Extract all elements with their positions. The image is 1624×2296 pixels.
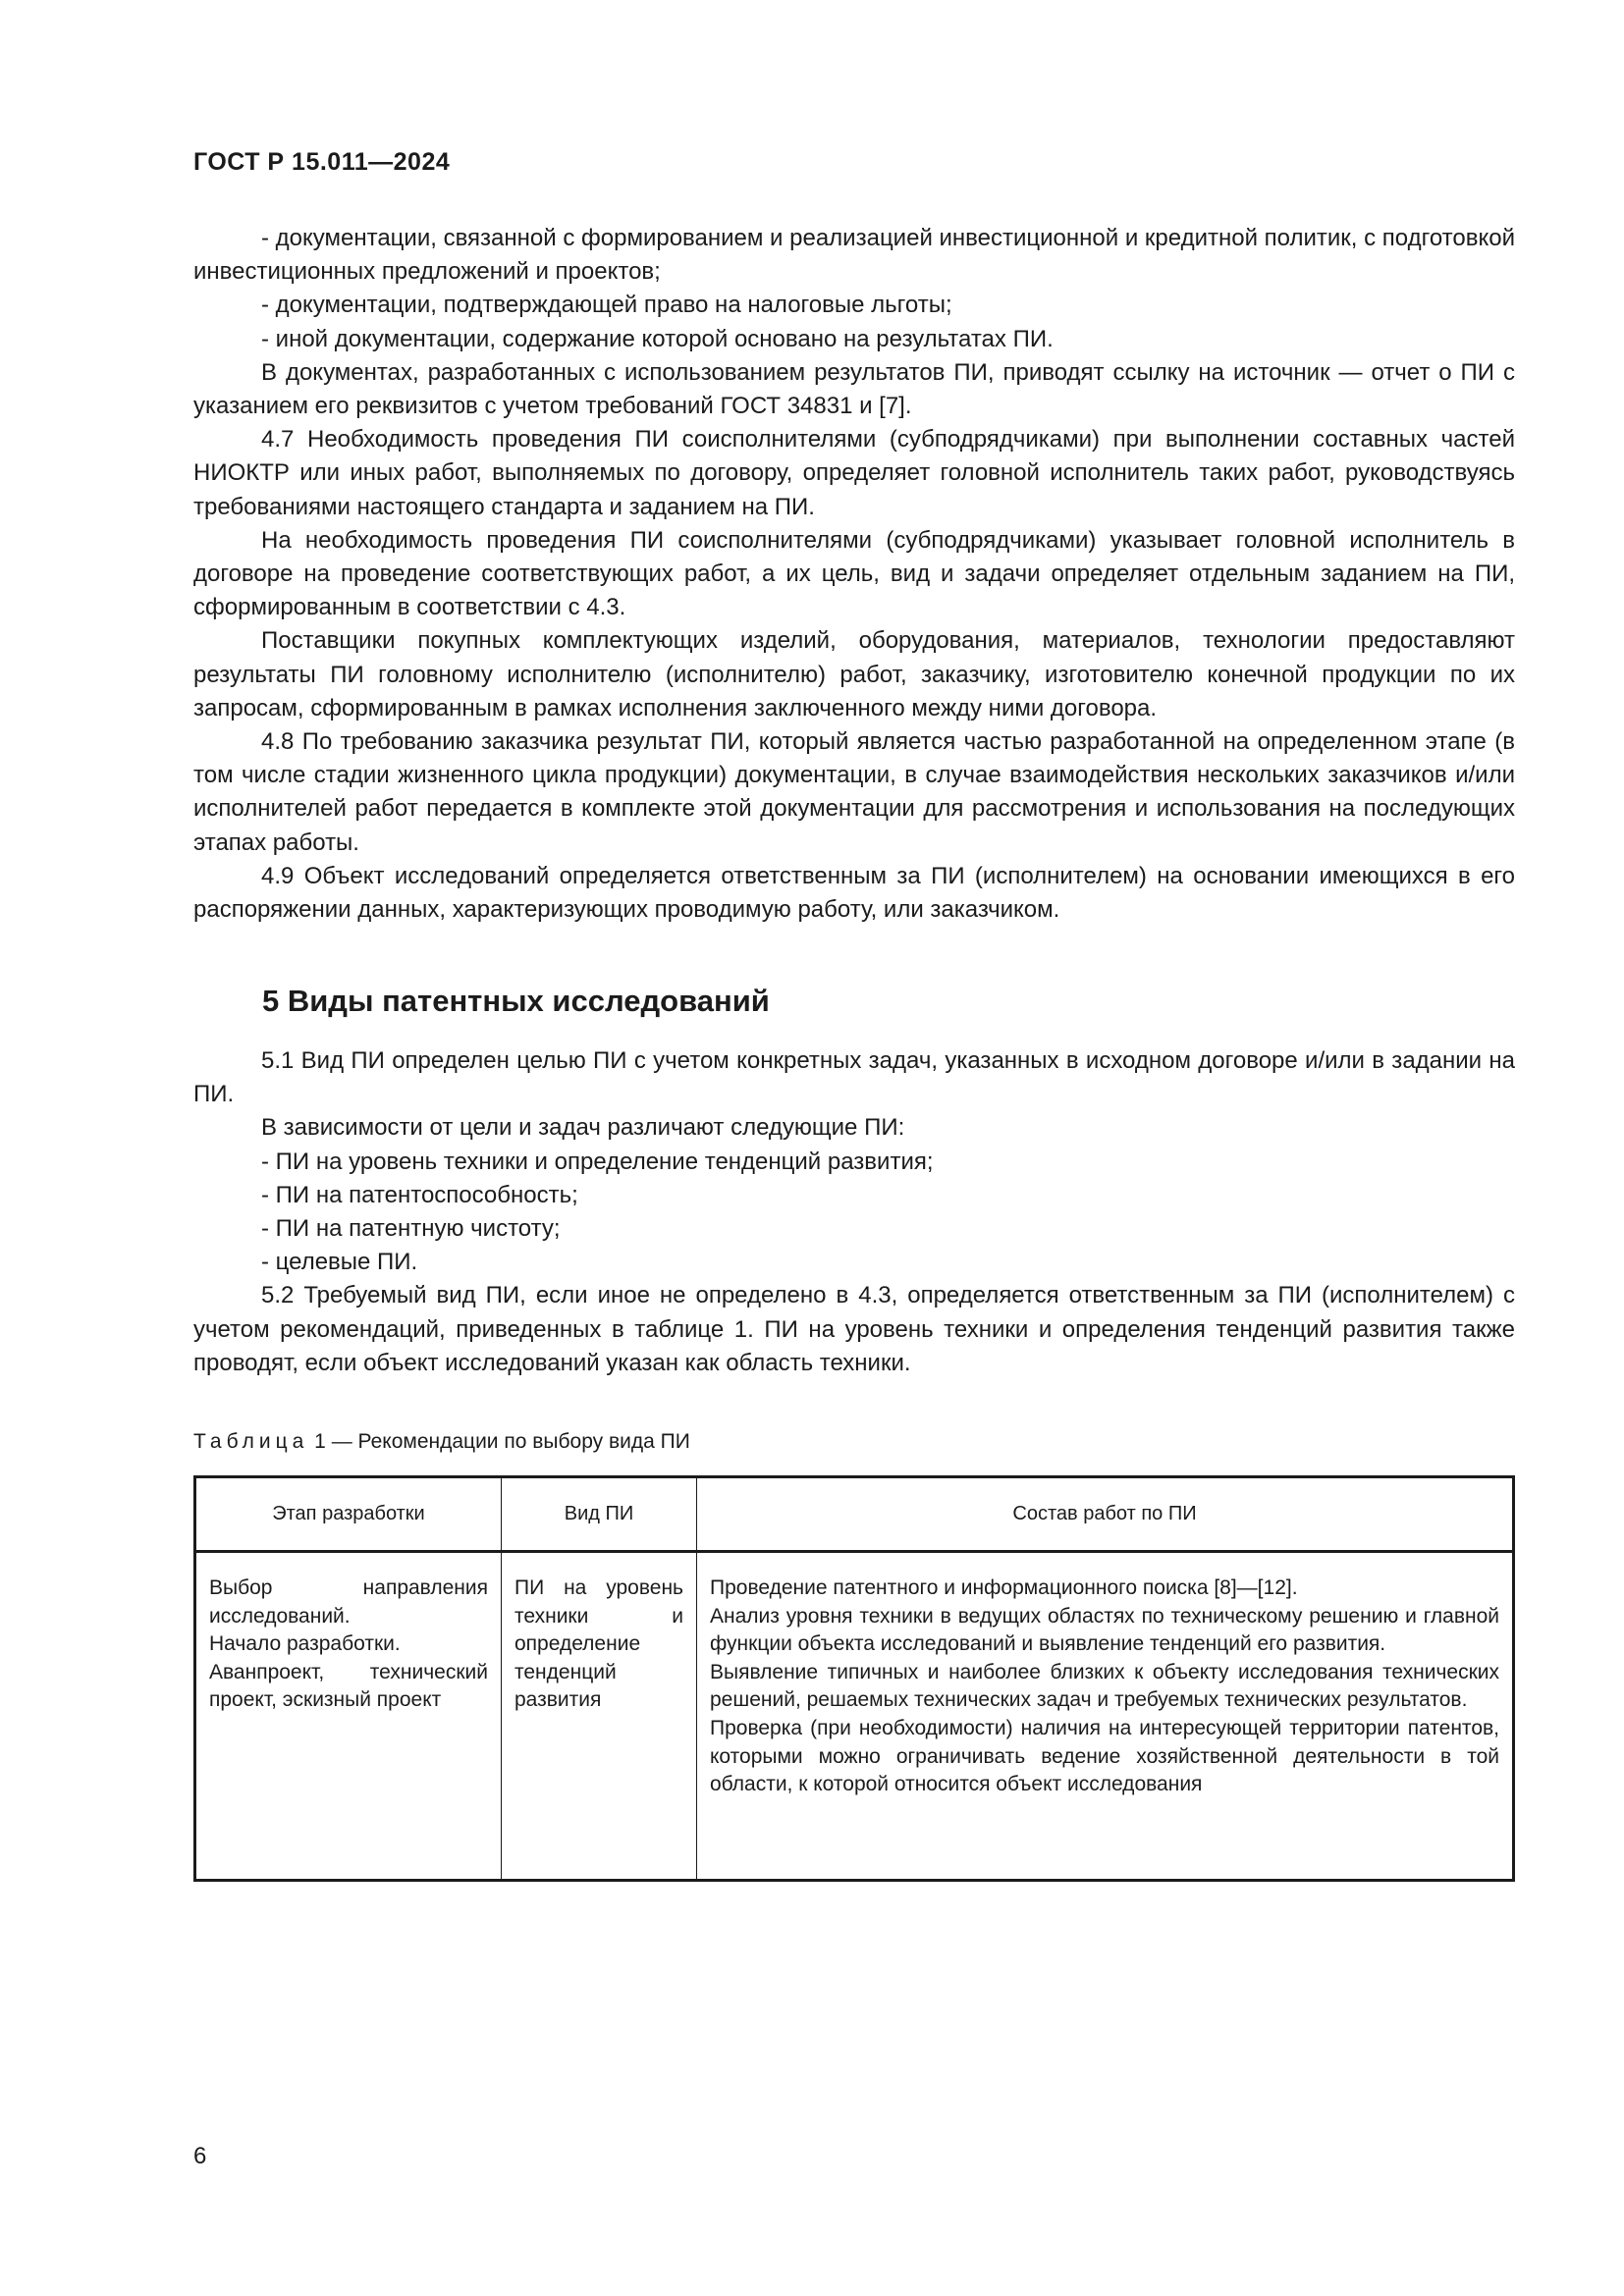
paragraph: 5.2 Требуемый вид ПИ, если иное не определено в 4.3, определяется ответственным за ПИ (исполнителем) с учетом рекомендаций, приведенных в таблице 1. ПИ на уровень техники и определения тенденций развития также проводят, если объект исследований указан как область техники.: [193, 1282, 1515, 1376]
cell-line: Проведение патентного и информационного поиска [8]—[12].: [710, 1576, 1298, 1599]
cell-line: Выявление типичных и наиболее близких к объекту исследования технических решений, решаемых технических задач и требуемых технических результатов.: [710, 1660, 1499, 1712]
cell-line: ПИ на уровень техники и определение тенденций развития: [514, 1576, 683, 1712]
paragraph: - документации, подтверждающей право на налоговые льготы;: [261, 292, 952, 319]
paragraph: 4.8 По требованию заказчика результат ПИ, который является частью разработанной на определенном этапе (в том числе стадии жизненного цикла продукции) документации, в случае взаимодействия нескольких заказчиков и/или исполнителей работ передается в комплекте этой документации для рассмотрения и использования на последующих этапах работы.: [193, 728, 1515, 856]
table-caption: [193, 1430, 690, 1454]
document-header: ГОСТ Р 15.011—2024: [193, 148, 451, 176]
body-text: [193, 222, 1515, 927]
cell-line: Начало разработки.: [209, 1632, 401, 1656]
table-caption-text: 1 — Рекомендации по выбору вида ПИ: [308, 1430, 690, 1453]
cell-line: Анализ уровня техники в ведущих областях по техническому решению и главной функции объекта исследований и выявление тенденций его развития.: [710, 1604, 1499, 1656]
page-number: 6: [193, 2143, 207, 2169]
recommendations-table: [193, 1475, 1515, 1882]
paragraph: В зависимости от цели и задач различают следующие ПИ:: [261, 1114, 905, 1142]
paragraph: 4.9 Объект исследований определяется ответственным за ПИ (исполнителем) на основании имеющихся в его распоряжении данных, характеризующих проводимую работу, или заказчиком.: [193, 862, 1515, 924]
paragraph: В документах, разработанных с использованием результатов ПИ, приводят ссылку на источник — отчет о ПИ с указанием его реквизитов с учетом требований ГОСТ 34831 и [7].: [193, 358, 1515, 420]
cell-line: Аванпроект, технический проект, эскизный проект: [209, 1660, 488, 1712]
list-item: - ПИ на патентную чистоту;: [261, 1215, 561, 1243]
column-header-stage: Этап разработки: [195, 1477, 502, 1552]
table-caption-word: Таблица: [193, 1430, 309, 1453]
cell-line: Выбор направления исследований.: [209, 1576, 488, 1628]
list-item: - целевые ПИ.: [261, 1249, 418, 1276]
cell-line: Проверка (при необходимости) наличия на интересующей территории патентов, которыми можно ограничивать ведение хозяйственной деятельности в той области, к которой относится объект исследования: [710, 1716, 1499, 1796]
paragraph: 4.7 Необходимость проведения ПИ соисполнителями (субподрядчиками) при выполнении составных частей НИОКТР или иных работ, выполняемых по договору, определяет головной исполнитель таких работ, руководствуясь требованиями настоящего стандарта и заданием на ПИ.: [193, 426, 1515, 520]
table-header-row: [195, 1477, 1514, 1552]
column-header-works: Состав работ по ПИ: [697, 1477, 1514, 1552]
column-header-type: Вид ПИ: [502, 1477, 697, 1552]
list-item: - ПИ на уровень техники и определение тенденций развития;: [261, 1148, 934, 1175]
paragraph: На необходимость проведения ПИ соисполнителями (субподрядчиками) указывает головной исполнитель в договоре на проведение соответствующих работ, а их цель, вид и задачи определяет отдельным заданием на ПИ, сформированным в соответствии с 4.3.: [193, 526, 1515, 621]
section-title: 5 Виды патентных исследований: [262, 984, 770, 1018]
paragraph: - документации, связанной с формированием и реализацией инвестиционной и кредитной политик, с подготовкой инвестиционных предложений и проектов;: [193, 225, 1515, 286]
section-text: [193, 1044, 1515, 1380]
cell-stage: [195, 1552, 502, 1881]
cell-works: [697, 1552, 1514, 1881]
paragraph: Поставщики покупных комплектующих изделий, оборудования, материалов, технологии предоставляют результаты ПИ головному исполнителю (исполнителю) работ, заказчику, изготовителю конечной продукции по их запросам, сформированным в рамках исполнения заключенного между ними договора.: [193, 627, 1515, 721]
list-item: - ПИ на патентоспособность;: [261, 1181, 578, 1208]
paragraph: - иной документации, содержание которой основано на результатах ПИ.: [261, 325, 1054, 352]
paragraph: 5.1 Вид ПИ определен целью ПИ с учетом конкретных задач, указанных в исходном договоре и/или в задании на ПИ.: [193, 1047, 1515, 1108]
cell-type: [502, 1552, 697, 1881]
table-row: [195, 1552, 1514, 1881]
